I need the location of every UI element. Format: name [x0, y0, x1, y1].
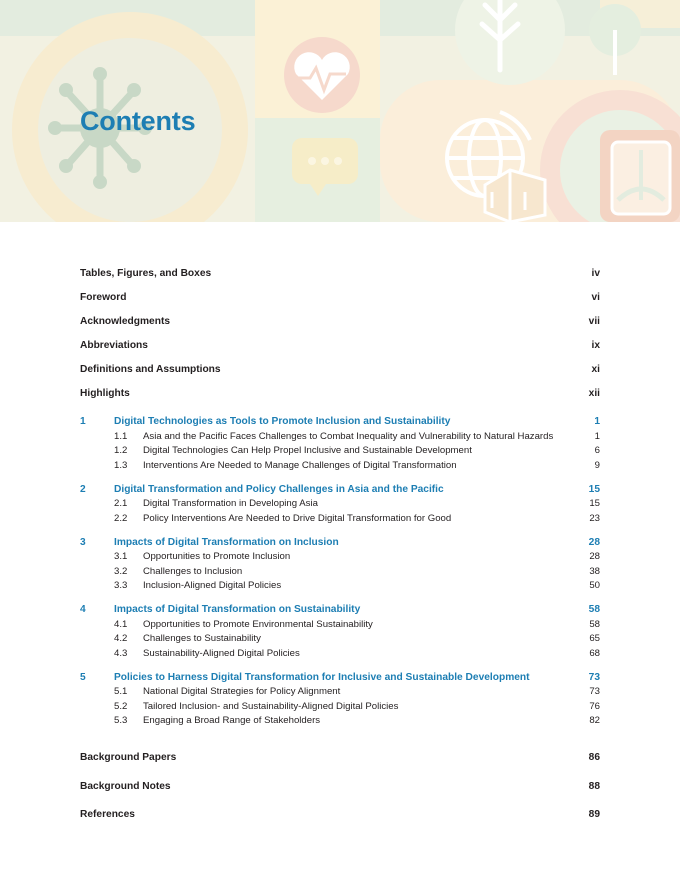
toc-entry-page: ix: [591, 340, 600, 351]
toc-entry-background-papers[interactable]: [80, 751, 600, 780]
toc-entry-label: Definitions and Assumptions: [80, 364, 221, 375]
section-page: 76: [589, 700, 600, 712]
section-page: 6: [594, 445, 600, 456]
toc-entry-page: xi: [591, 364, 600, 375]
toc-entry-acknowledgments[interactable]: [80, 315, 600, 339]
toc-entry-label: Background Papers: [80, 752, 177, 763]
toc-entry-label: Highlights: [80, 388, 130, 399]
chapter-number: 1: [80, 416, 86, 427]
section-page: 82: [589, 715, 600, 726]
toc-section[interactable]: [80, 565, 600, 580]
toc-entry-definitions[interactable]: [80, 363, 600, 387]
section-page: 58: [589, 618, 600, 630]
chapter-heading[interactable]: [80, 671, 600, 686]
section-page: 23: [589, 512, 600, 524]
toc-entry-label: Abbreviations: [80, 340, 148, 351]
chapter-page: 28: [588, 536, 600, 548]
toc-chapter-2: [80, 483, 600, 527]
chapter-page: 1: [594, 416, 600, 427]
section-page: 65: [589, 633, 600, 644]
section-number: 1.2: [114, 445, 128, 456]
toc-entry-page: xii: [588, 388, 600, 399]
toc-section[interactable]: [80, 685, 600, 700]
section-page: 50: [589, 580, 600, 591]
chapter-title: Impacts of Digital Transformation on Sustainability: [114, 604, 361, 615]
section-title: Digital Transformation in Developing Asia: [143, 498, 318, 509]
chapter-page: 73: [588, 671, 600, 683]
book-icon: [600, 130, 680, 222]
chapter-title: Digital Transformation and Policy Challenges in Asia and the Pacific: [114, 483, 444, 495]
section-number: 5.2: [114, 700, 128, 712]
toc-entry-references[interactable]: [80, 808, 600, 837]
section-title: Sustainability-Aligned Digital Policies: [143, 647, 300, 659]
section-number: 4.2: [114, 633, 128, 644]
section-page: 9: [594, 459, 600, 471]
toc-entry-label: Foreword: [80, 292, 127, 303]
toc-section[interactable]: [80, 647, 600, 662]
section-title: Opportunities to Promote Environmental Sustainability: [143, 618, 373, 630]
heart-pulse-icon: [284, 37, 360, 113]
section-title: Digital Technologies Can Help Propel Inclusive and Sustainable Development: [143, 445, 472, 456]
toc-entry-foreword[interactable]: [80, 291, 600, 315]
section-title: Asia and the Pacific Faces Challenges to Combat Inequality and Vulnerability to Natural Hazards: [143, 430, 554, 442]
section-title: Tailored Inclusion- and Sustainability-Aligned Digital Policies: [143, 700, 399, 712]
section-number: 5.3: [114, 715, 128, 726]
toc-entry-page: 89: [588, 809, 600, 820]
section-title: Engaging a Broad Range of Stakeholders: [143, 715, 321, 726]
toc-entry-label: Background Notes: [80, 780, 171, 792]
section-page: 15: [589, 498, 600, 509]
chapter-title: Impacts of Digital Transformation on Inclusion: [114, 536, 339, 548]
chapter-number: 5: [80, 671, 86, 683]
chapter-page: 58: [588, 604, 600, 615]
section-page: 73: [589, 686, 600, 697]
chapter-title: Policies to Harness Digital Transformation for Inclusive and Sustainable Development: [114, 671, 530, 683]
toc-section[interactable]: [80, 550, 600, 565]
chapter-number: 4: [80, 604, 86, 615]
toc-section[interactable]: [80, 700, 600, 715]
toc-section[interactable]: [80, 444, 600, 459]
section-number: 5.1: [114, 686, 128, 697]
section-number: 4.3: [114, 647, 128, 659]
section-number: 3.1: [114, 551, 128, 562]
toc-entry-page: 86: [588, 752, 600, 763]
toc-chapter-5: [80, 671, 600, 729]
section-title: Challenges to Sustainability: [143, 633, 261, 644]
chapter-heading[interactable]: [80, 483, 600, 498]
toc-entry-page: vi: [591, 292, 600, 303]
chapter-number: 3: [80, 536, 86, 548]
toc-entry-abbreviations[interactable]: [80, 339, 600, 363]
toc-entry-page: vii: [588, 316, 600, 327]
section-title: Interventions Are Needed to Manage Challenges of Digital Transformation: [143, 459, 457, 471]
toc-entry-label: Tables, Figures, and Boxes: [80, 268, 212, 279]
section-title: Opportunities to Promote Inclusion: [143, 551, 291, 562]
section-number: 1.3: [114, 459, 128, 471]
toc-entry-background-notes[interactable]: [80, 780, 600, 809]
section-title: Policy Interventions Are Needed to Drive Digital Transformation for Good: [143, 512, 452, 524]
chapter-number: 2: [80, 483, 86, 495]
toc-section[interactable]: [80, 430, 600, 445]
header-banner: [0, 0, 680, 222]
toc-section[interactable]: [80, 714, 600, 729]
chapter-page: 15: [588, 483, 600, 495]
section-number: 2.1: [114, 498, 128, 509]
toc-back-matter: [80, 751, 600, 837]
toc-entry-highlights[interactable]: [80, 387, 600, 411]
toc-chapter-1: [80, 415, 600, 473]
toc-section[interactable]: [80, 459, 600, 474]
section-page: 38: [589, 565, 600, 577]
chapter-heading[interactable]: [80, 536, 600, 551]
section-number: 1.1: [114, 430, 128, 442]
toc-entry-label: References: [80, 809, 135, 820]
toc-entry-page: iv: [591, 268, 600, 279]
toc-section[interactable]: [80, 632, 600, 647]
toc-section[interactable]: [80, 512, 600, 527]
section-number: 4.1: [114, 618, 128, 630]
section-page: 1: [594, 430, 600, 442]
toc-entry-page: 88: [588, 780, 600, 792]
chapter-title: Digital Technologies as Tools to Promote Inclusion and Sustainability: [114, 416, 451, 427]
section-page: 28: [589, 551, 600, 562]
toc-section[interactable]: [80, 579, 600, 594]
toc-chapter-4: [80, 603, 600, 661]
section-page: 68: [589, 647, 600, 659]
section-number: 2.2: [114, 512, 128, 524]
chapter-heading[interactable]: [80, 415, 600, 430]
section-title: National Digital Strategies for Policy Alignment: [143, 686, 341, 697]
table-of-contents: [80, 267, 600, 738]
toc-chapter-3: [80, 536, 600, 594]
section-number: 3.2: [114, 565, 128, 577]
toc-section[interactable]: [80, 497, 600, 512]
section-title: Inclusion-Aligned Digital Policies: [143, 580, 282, 591]
toc-entry-tables-figures-boxes[interactable]: [80, 267, 600, 291]
toc-entry-label: Acknowledgments: [80, 316, 171, 327]
section-title: Challenges to Inclusion: [143, 565, 243, 577]
toc-section[interactable]: [80, 618, 600, 633]
chapter-heading[interactable]: [80, 603, 600, 618]
section-number: 3.3: [114, 580, 128, 591]
page-title: Contents: [80, 106, 196, 136]
